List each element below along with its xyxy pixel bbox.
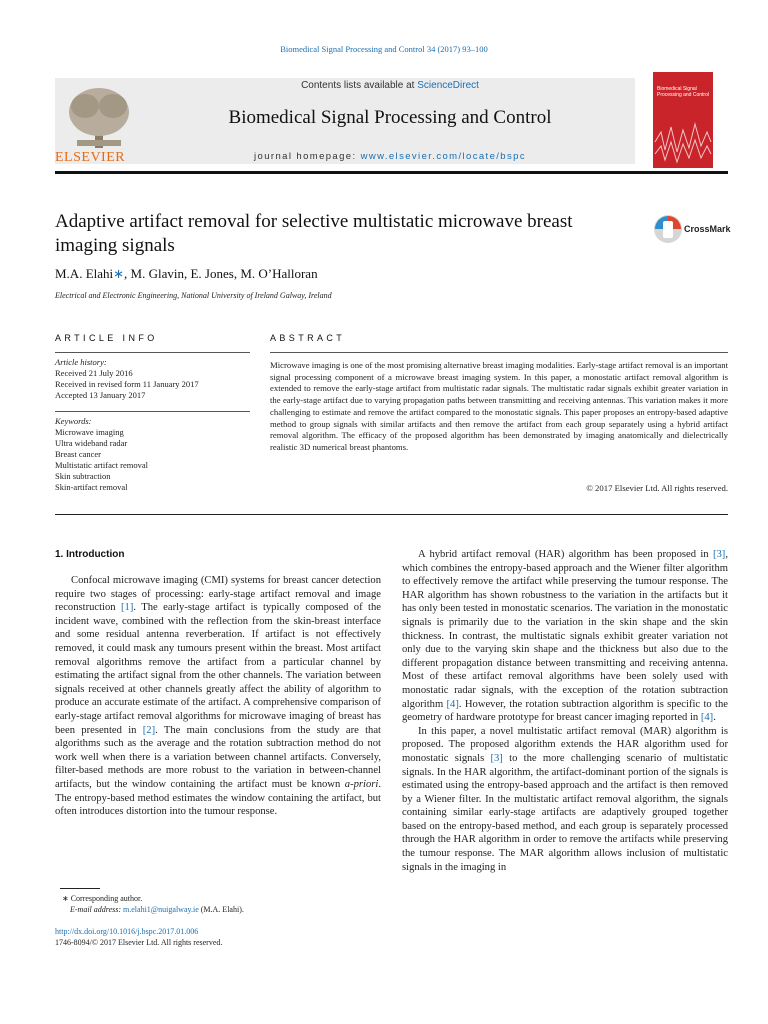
paragraph [402,548,728,725]
history-label: Article history: [55,357,107,367]
citation-link[interactable]: [4] [700,712,714,724]
keywords-block [55,416,250,493]
footnote [62,893,244,915]
keyword: Skin subtraction [55,471,111,481]
corresponding-line [62,893,244,904]
citation-link[interactable]: [3] [490,752,503,764]
corresponding-label: Corresponding author. [70,894,143,903]
section-heading: 1. Introduction [55,549,125,560]
keyword: Ultra wideband radar [55,438,128,448]
abstract-rule-bottom [55,514,728,515]
corresponding-author-mark[interactable]: ∗ [113,266,125,281]
text-run: . The main conclusions from the study are that algorithms such as the average and the rotation subtraction method do not work well when there is a variation between channel artifacts. Conversely, filter-based methods are more robust to the variation in between-channel artifacts, but the window containing the artifact must be known [55,724,381,790]
doi-link[interactable]: http://dx.doi.org/10.1016/j.bspc.2017.01.006 [55,927,199,936]
keyword: Breast cancer [55,449,102,459]
author-first: M.A. Elahi [55,266,114,281]
text-run: In this paper, a novel multistatic artifact removal (MAR) algorithm is proposed. The proposed algorithm extends the HAR algorithm used for monostatic signals [402,725,728,764]
paragraph [402,725,728,875]
text-run: . [713,712,716,724]
abstract-rule-top [270,352,728,353]
info-rule [55,352,250,353]
text-run: to the more challenging scenario of multistatic signals. In the HAR algorithm, the artifact-dominant portion of the signals is estimated using the entropy-based approach and the artifact is then removed by a Wiener filter. In the multistatic artifact removal algorithm, the signals containing similar early-stage artifacts are adaptively grouped together based on the entropy-based method, and each group is separately processed through the HAR algorithm in order to remove the artifacts while preserving the tumour response. The MAR algorithm allows inclusion of multistatic signals in the imaging in [402,752,728,873]
homepage-prefix: journal homepage: [254,151,361,162]
keyword: Multistatic artifact removal [55,460,148,470]
text-run: , which combines the entropy-based approach and the Wiener filter algorithm to effectively remove the artifact while preserving the tumour response. The HAR algorithm has shown robustness to the variation in the artifacts but it has only been tested in monostatic scenarios. The variation in the monostatic signals is primarily due to the variation in the skin shape and the skin thickness. In contrast, the multistatic signals exhibit greater variation not only due to the varying skin shape and the thickness but also due to the different propagation distance between transmitting and receiving antenna. Most of these artifact removal algorithms have been solely used with monostatic radar signals, with the exception of the rotation subtraction algorithm [402,549,728,710]
author-list [55,266,318,282]
issn-line: 1746-8094/© 2017 Elsevier Ltd. All rights reserved. [55,938,223,947]
contents-line [155,80,625,91]
text-run: A hybrid artifact removal (HAR) algorithm has been proposed in [418,549,713,560]
paragraph [55,574,381,819]
email-suffix: (M.A. Elahi). [198,905,244,914]
text-run: . The entropy-based method estimates the window containing the artifact, but often introduces distortion into the tumour response. [55,778,381,818]
contents-prefix: Contents lists available at [301,80,418,91]
revised-date: Received in revised form 11 January 2017 [55,379,199,389]
author-rest: , M. Glavin, E. Jones, M. O’Halloran [124,266,318,281]
citation-link[interactable]: [2] [142,724,156,736]
text-run-italic: a-priori [344,778,379,790]
journal-cover[interactable] [653,72,713,168]
abstract-copyright: © 2017 Elsevier Ltd. All rights reserved. [586,483,728,493]
footnote-mark: ∗ [62,894,69,903]
text-run: . However, the rotation subtraction algorithm is specific to the geometry of hardware prototype for breast cancer imaging reported in [402,698,728,724]
article-title: Adaptive artifact removal for selective multistatic microwave breast imaging signals [55,211,573,256]
email-line [62,904,244,915]
sciencedirect-link[interactable]: ScienceDirect [417,80,479,91]
cover-title: Biomedical Signal Processing and Control [657,86,709,98]
text-run: Confocal microwave imaging (CMI) systems for breast cancer detection require two stages of processing: early-stage artifact removal and image reconstruction [55,575,381,614]
citation-link[interactable]: [4] [446,698,459,710]
header-rule [55,171,728,174]
crossmark-label: CrossMark [684,224,731,234]
citation-link[interactable]: [3] [712,549,726,560]
doi-block [55,926,222,948]
homepage-line [155,151,625,162]
received-date: Received 21 July 2016 [55,368,133,378]
keywords-label: Keywords: [55,416,92,426]
abstract-heading: ABSTRACT [270,333,346,343]
accepted-date: Accepted 13 January 2017 [55,390,146,400]
article-history [55,357,250,401]
journal-title: Biomedical Signal Processing and Control [228,107,552,128]
email-label: E-mail address: [70,905,122,914]
keyword: Skin-artifact removal [55,482,128,492]
homepage-link[interactable]: www.elsevier.com/locate/bspc [360,151,526,162]
footnote-rule [60,888,100,889]
citation-link[interactable]: [1] [121,602,134,614]
text-run: . The early-stage artifact is typically composed of the incident wave, combined with the reflection from the skin-breast interface and some residual antenna reverberation. If artifact is not effectively removed, it could mask any tumours present within the breast. Most artifact removal algorithms remove the artifact from a particular channel by estimating the artifact signal from the other channels. The variation between signals received at other channels greatly affect the ability of algorithm to produce an accurate estimate of the artifact. A comprehensive comparison of early-stage artifact removal algorithms for microwave imaging of breast has been presented in [55,602,381,736]
keyword: Microwave imaging [55,427,124,437]
email-link[interactable]: m.elahi1@nuigalway.ie [123,905,199,914]
keywords-rule [55,411,250,412]
body-column-right [402,548,728,874]
abstract-text: Microwave imaging is one of the most promising alternative breast imaging modalities. Early-stage artifact removal is an important signal processing component of a microwave breast imaging system. In this paper, a monostatic artifact removal algorithm is extended to remove the early-stage artifact from multistatic radar signals. The multistatic radar signals exhibit greater variation in the early-stage artifact due to varying propagation paths between transmitting and receiving antennas. This variation makes it more challenging to estimate and remove the artifact compared to the monostatic signals. This paper proposes an entropy-based adaptive method to group signals with similar artifacts and then remove the artifact from each group separately using a hybrid artifact removal algorithm. The efficacy of the proposed algorithm has been demonstrated by imaging anatomically and dielectrically realistic 3D numerical breast phantoms. [270,360,728,452]
publisher-name: ELSEVIER [55,150,126,165]
cover-waveform-art [653,72,713,168]
affiliation: Electrical and Electronic Engineering, National University of Ireland Galway, Ireland [55,291,332,300]
body-column-left [55,574,381,819]
journal-reference[interactable]: Biomedical Signal Processing and Control 34 (2017) 93–100 [280,44,488,54]
article-info-heading: ARTICLE INFO [55,333,158,343]
